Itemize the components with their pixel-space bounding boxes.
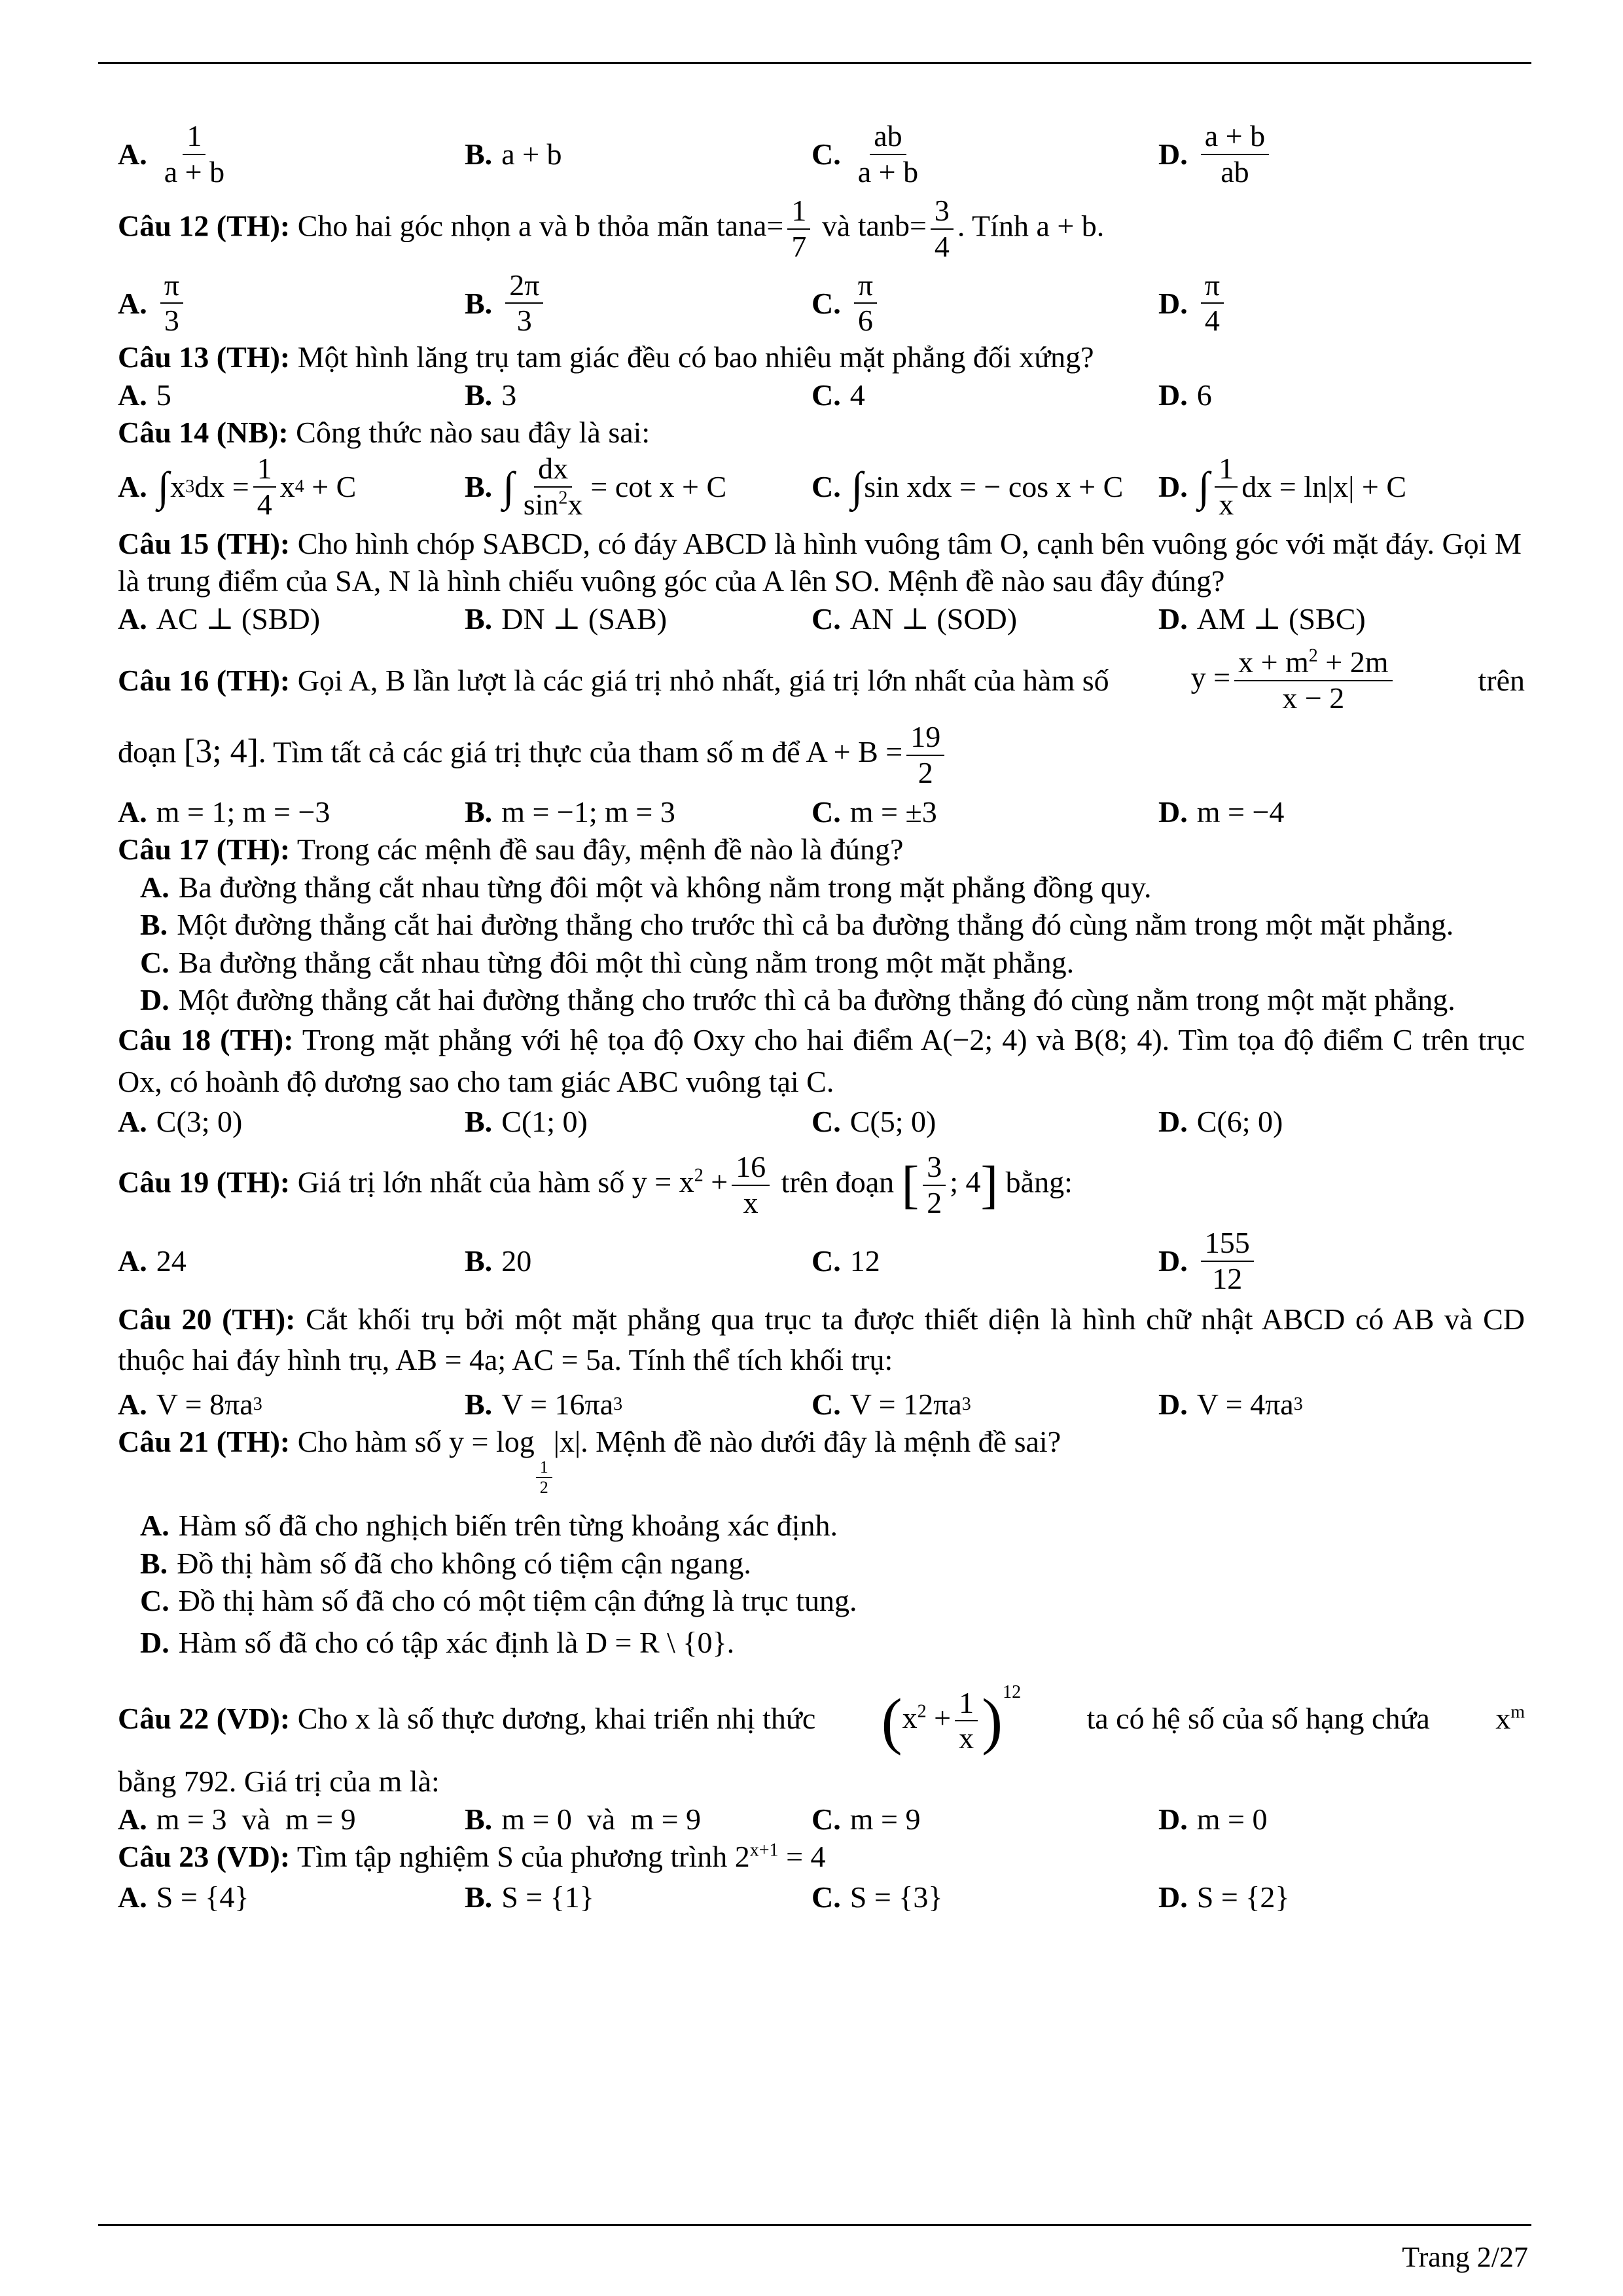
q20-a-label: A. xyxy=(118,1387,147,1421)
q16-d-label: D. xyxy=(1158,795,1188,829)
q12-head: Câu 12 (TH): xyxy=(118,209,291,243)
q20-text1: Cắt khối trụ bởi một mặt phẳng qua trục ta được thiết diện là hình chữ nhật ABCD có AB và CD thuộc hai đáy hình trụ, xyxy=(118,1302,1525,1376)
q20-b-label: B. xyxy=(465,1387,493,1421)
q20-exp: 3 xyxy=(613,1393,623,1414)
q12-d-label: D. xyxy=(1158,286,1188,320)
q17-a-label: A. xyxy=(140,870,169,904)
q14-options xyxy=(118,452,1525,522)
q21-base-num: 1 xyxy=(536,1458,552,1478)
q12-options xyxy=(118,268,1525,339)
q14-b-den-post: x xyxy=(567,487,583,521)
q12-d-num: π xyxy=(1201,268,1224,304)
q13-b: 3 xyxy=(501,378,517,412)
q20-text2: . Tính thể tích khối trụ: xyxy=(614,1342,893,1376)
q14-int: ∫ xyxy=(1198,463,1210,510)
question-13 xyxy=(118,338,1525,376)
q16-interval: [3; 4] xyxy=(183,732,259,770)
q23-d: S = {2} xyxy=(1196,1880,1290,1914)
q19-a-label: A. xyxy=(118,1244,147,1278)
q20-head: Câu 20 (TH): xyxy=(118,1302,296,1336)
q22-d-label: D. xyxy=(1158,1802,1188,1836)
q17-d: Một đường thẳng cắt hai đường thẳng cho trước thì cả ba đường thẳng đó cùng nằm trong một mặt phẳng. xyxy=(178,983,1455,1017)
q16-text2: trên xyxy=(1478,664,1525,698)
q21-base-den: 2 xyxy=(539,1478,548,1498)
q19-d-den: 12 xyxy=(1212,1261,1243,1295)
q21-option-c xyxy=(118,1582,1525,1620)
q19-head: Câu 19 (TH): xyxy=(118,1165,291,1199)
q21-d-label: D. xyxy=(140,1625,169,1659)
q20-exp: 3 xyxy=(961,1393,971,1414)
footer-rule xyxy=(98,2224,1531,2226)
q14-d-label: D. xyxy=(1158,469,1188,503)
q14-d-post: dx = ln|x| + C xyxy=(1241,469,1407,503)
q15-a-label: A. xyxy=(118,601,147,636)
q11-options-a-label: A. xyxy=(118,137,147,171)
q14-int: ∫ xyxy=(157,463,169,510)
q14-int: ∫ xyxy=(851,463,863,510)
q22-bin-den: x xyxy=(959,1721,974,1755)
q22-bin-exp: 2 xyxy=(917,1701,927,1722)
q21-y-pre: y = log xyxy=(449,1425,535,1459)
q21-a-label: A. xyxy=(140,1509,169,1542)
q21-y-post: |x| xyxy=(553,1425,581,1459)
q22-c-label: C. xyxy=(812,1802,841,1836)
q15-c: AN ⊥ (SOD) xyxy=(849,601,1018,636)
q22-b: m = 0 và m = 9 xyxy=(501,1802,702,1836)
q20-d: V = 4πa xyxy=(1196,1387,1294,1421)
q23-b: S = {1} xyxy=(501,1880,594,1914)
q16-cond-num: 19 xyxy=(906,720,944,756)
q13-c-label: C. xyxy=(812,378,841,412)
question-21 xyxy=(118,1423,1525,1498)
question-22: Câu 22 (VD): Cho x là số thực dương, khai triển nhị thức ($x^2$ + $\frac{1}{x}$ )$^{12}$ ta có hệ số của số hạng chứa $x^m$ xyxy=(118,1682,1525,1756)
question-12 xyxy=(118,194,1525,264)
q12-a-den: 3 xyxy=(164,304,179,338)
q18-text2: . Tìm tọa độ điểm C trên trục Ox, có hoành độ dương sao cho tam giác ABC vuông tại C. xyxy=(118,1022,1525,1099)
q19-text2: trên đoạn xyxy=(781,1165,895,1199)
q20-c-label: C. xyxy=(812,1387,841,1421)
question-22-line2 xyxy=(118,1763,1525,1801)
q16-f-num-exp: 2 xyxy=(1308,645,1318,666)
q18-c: C(5; 0) xyxy=(849,1105,936,1139)
q20-exp: 3 xyxy=(253,1393,262,1414)
q16-text1: Gọi A, B lần lượt là các giá trị nhỏ nhất, giá trị lớn nhất của hàm số xyxy=(297,664,1109,698)
q15-d: AM ⊥ (SBC) xyxy=(1196,601,1366,636)
q16-c: m = ±3 xyxy=(849,795,937,829)
q19-i-den: 2 xyxy=(927,1185,942,1219)
q22-m: m xyxy=(1510,1702,1525,1723)
q12-b-den: 3 xyxy=(516,304,532,338)
q19-text1: Giá trị lớn nhất của hàm số xyxy=(297,1165,625,1199)
q19-text3: bằng: xyxy=(1005,1165,1073,1199)
q11-options-c-num: ab xyxy=(870,119,906,155)
q20-cond: AB = 4a; AC = 5a xyxy=(395,1342,615,1376)
q16-cond-den: 2 xyxy=(918,755,933,789)
q18-and: và xyxy=(1036,1022,1065,1056)
q21-d-set: D = R \ {0} xyxy=(585,1625,727,1659)
q13-b-label: B. xyxy=(465,378,493,412)
q22-text1: Cho x là số thực dương, khai triển nhị thức xyxy=(297,1701,816,1735)
q17-option-a xyxy=(118,869,1525,906)
q15-a: AC ⊥ (SBD) xyxy=(156,601,321,636)
q20-a: V = 8πa xyxy=(156,1387,253,1421)
q23-a-label: A. xyxy=(118,1880,147,1914)
q22-bin-num: 1 xyxy=(955,1686,978,1722)
q13-a: 5 xyxy=(156,378,171,412)
q19-i-num: 3 xyxy=(923,1150,946,1186)
q12-b-label: B. xyxy=(465,286,493,320)
q14-c-label: C. xyxy=(812,469,841,503)
q11-d-frac xyxy=(1201,119,1269,190)
q16-d: m = −4 xyxy=(1196,795,1285,829)
q13-text: Một hình lăng trụ tam giác đều có bao nhiêu mặt phẳng đối xứng? xyxy=(297,340,1094,374)
q12-b-num: 2π xyxy=(505,268,543,304)
q11-options-c-den: a + b xyxy=(857,154,919,188)
q21-b-label: B. xyxy=(140,1546,168,1580)
q14-b-label: B. xyxy=(465,469,493,503)
q14-b-den-exp: 2 xyxy=(558,488,568,509)
q12-c-den: 6 xyxy=(857,304,873,338)
q11-options-a-num: 1 xyxy=(183,119,205,155)
q14-a-exp: 3 xyxy=(185,476,195,497)
q16-cond: A + B = xyxy=(806,735,903,769)
question-20 xyxy=(118,1299,1525,1380)
q22-head: Câu 22 (VD): xyxy=(118,1701,291,1735)
q14-a-den: 4 xyxy=(257,487,272,521)
q12-c-label: C. xyxy=(812,286,841,320)
exam-page xyxy=(118,111,1525,1916)
q18-a-label: A. xyxy=(118,1105,147,1139)
q12-c-num: π xyxy=(854,268,877,304)
page-number: Trang 2/27 xyxy=(1402,2241,1528,2273)
q22-power: 12 xyxy=(1003,1682,1022,1702)
question-14 xyxy=(118,414,1525,452)
q13-a-label: A. xyxy=(118,378,147,412)
q18-d-label: D. xyxy=(1158,1105,1188,1139)
q11-c-frac xyxy=(854,119,922,190)
q21-c: Đồ thị hàm số đã cho có một tiệm cận đứng là trục tung. xyxy=(178,1584,857,1617)
q22-text2: ta có hệ số của số hạng chứa xyxy=(1086,1701,1430,1735)
q23-eq-pre: 2 xyxy=(734,1840,750,1874)
q19-d-label: D. xyxy=(1158,1244,1188,1278)
q14-b-den-pre: sin xyxy=(523,487,559,521)
q22-text3: bằng 792. Giá trị của m là: xyxy=(118,1765,440,1799)
question-18 xyxy=(118,1019,1525,1103)
q14-a-label: A. xyxy=(118,469,147,503)
q12-d-den: 4 xyxy=(1204,304,1220,338)
q11-options-d-den: ab xyxy=(1221,154,1249,188)
q21-head: Câu 21 (TH): xyxy=(118,1425,291,1459)
q15-head: Câu 15 (TH): xyxy=(118,526,291,560)
question-15 xyxy=(118,525,1525,600)
q21-text1: Cho hàm số xyxy=(297,1425,442,1459)
q11-options-c-label: C. xyxy=(812,137,841,171)
q22-a: m = 3 và m = 9 xyxy=(156,1802,356,1836)
q18-b-label: B. xyxy=(465,1105,493,1139)
q17-a: Ba đường thẳng cắt nhau từng đôi một và không nằm trong mặt phẳng đồng quy. xyxy=(178,870,1152,904)
q19-y-plus: + xyxy=(711,1165,728,1199)
q22-options xyxy=(118,1801,1525,1839)
q17-option-b xyxy=(118,906,1525,944)
q22-b-label: B. xyxy=(465,1802,493,1836)
q21-a: Hàm số đã cho nghịch biến trên từng khoảng xác định. xyxy=(178,1509,838,1542)
q22-d: m = 0 xyxy=(1196,1802,1268,1836)
q13-d: 6 xyxy=(1196,378,1212,412)
q23-eq-post: = 4 xyxy=(786,1840,826,1874)
q11-options-b-label: B. xyxy=(465,137,493,171)
q19-options xyxy=(118,1226,1525,1297)
q17-head: Câu 17 (TH): xyxy=(118,833,291,867)
q16-a: m = 1; m = −3 xyxy=(156,795,330,829)
q21-b: Đồ thị hàm số đã cho không có tiệm cận ngang. xyxy=(177,1546,751,1580)
q22-a-label: A. xyxy=(118,1802,147,1836)
q17-c-label: C. xyxy=(140,945,169,979)
q13-c: 4 xyxy=(849,378,865,412)
q16-text4: . Tìm tất cả các giá trị thực của tham số m để xyxy=(259,735,800,769)
q23-b-label: B. xyxy=(465,1880,493,1914)
q16-text3: đoạn xyxy=(118,735,177,769)
q14-b-post: = cot x + C xyxy=(590,469,727,503)
q18-b: C(1; 0) xyxy=(501,1105,588,1139)
q17-b: Một đường thẳng cắt hai đường thẳng cho trước thì cả ba đường thẳng đó cùng nằm trong một mặt phẳng. xyxy=(177,908,1454,942)
q14-a-x: x xyxy=(279,469,295,503)
q12-a-label: A. xyxy=(118,286,147,320)
q17-b-label: B. xyxy=(140,908,168,942)
question-16-line2 xyxy=(118,720,1525,791)
q12-tana-den: 7 xyxy=(791,229,807,263)
q23-c: S = {3} xyxy=(849,1880,943,1914)
q23-options xyxy=(118,1878,1525,1916)
q15-text: Cho hình chóp SABCD, có đáy ABCD là hình vuông tâm O, cạnh bên vuông góc với mặt đáy. Gọi M là trung điểm của SA, N là hình chiếu vuông góc của A lên SO. Mệnh đề nào sau đây đúng? xyxy=(118,526,1522,598)
q16-head: Câu 16 (TH): xyxy=(118,664,291,698)
header-rule xyxy=(98,62,1531,64)
q11-options-d-num: a + b xyxy=(1201,119,1269,155)
q11-options-d-label: D. xyxy=(1158,137,1188,171)
q23-d-label: D. xyxy=(1158,1880,1188,1914)
q16-c-label: C. xyxy=(812,795,841,829)
q15-b-label: B. xyxy=(465,601,493,636)
q14-d-den: x xyxy=(1219,487,1234,521)
q21-d: Hàm số đã cho có tập xác định là xyxy=(178,1625,579,1659)
q11-options xyxy=(118,119,1525,190)
q16-f-num-pre: x + m xyxy=(1238,645,1309,679)
q17-c: Ba đường thẳng cắt nhau từng đôi một thì cùng nằm trong một mặt phẳng. xyxy=(178,945,1075,979)
q12-tana: tana= xyxy=(716,209,784,243)
q16-f-num-post: + 2m xyxy=(1325,645,1389,679)
q11-a-frac xyxy=(160,119,228,190)
q14-d-num: 1 xyxy=(1215,452,1238,488)
q18-pB: B(8; 4) xyxy=(1074,1022,1162,1056)
q16-b-label: B. xyxy=(465,795,493,829)
q21-option-d xyxy=(118,1624,1525,1662)
q17-option-c xyxy=(118,944,1525,982)
q15-b: DN ⊥ (SAB) xyxy=(501,601,668,636)
q14-a-post: + C xyxy=(312,469,357,503)
q11-options-a-den: a + b xyxy=(164,154,225,188)
q17-d-label: D. xyxy=(140,983,169,1017)
q12-tana-num: 1 xyxy=(787,194,810,230)
q23-eq-exp: x+1 xyxy=(749,1840,779,1861)
q13-head: Câu 13 (TH): xyxy=(118,340,291,374)
q14-int: ∫ xyxy=(503,463,514,510)
q16-f-den: x − 2 xyxy=(1282,681,1345,715)
q20-b: V = 16πa xyxy=(501,1387,614,1421)
q14-a-num: 1 xyxy=(253,452,276,488)
q19-y-exp: 2 xyxy=(694,1166,704,1187)
q19-a: 24 xyxy=(156,1244,187,1278)
q19-b-label: B. xyxy=(465,1244,493,1278)
q18-a: C(3; 0) xyxy=(156,1105,243,1139)
q15-c-label: C. xyxy=(812,601,841,636)
question-17 xyxy=(118,831,1525,869)
q19-c: 12 xyxy=(849,1244,880,1278)
q15-options xyxy=(118,600,1525,638)
q18-text1: Trong mặt phẳng với hệ tọa độ Oxy cho hai điểm xyxy=(302,1022,914,1056)
q16-options xyxy=(118,793,1525,831)
q11-options-b-text: a + b xyxy=(501,137,562,171)
q13-options xyxy=(118,376,1525,414)
q21-text2: . Mệnh đề nào dưới đây là mệnh đề sai? xyxy=(580,1425,1061,1459)
q23-a: S = {4} xyxy=(156,1880,249,1914)
q22-bin-pre: x xyxy=(902,1701,918,1734)
q14-a-exp2: 4 xyxy=(294,476,304,497)
q18-head: Câu 18 (TH): xyxy=(118,1022,294,1056)
q12-tanb: tanb= xyxy=(857,209,927,243)
q18-d: C(6; 0) xyxy=(1196,1105,1283,1139)
q21-option-a xyxy=(118,1507,1525,1545)
q18-c-label: C. xyxy=(812,1105,841,1139)
q22-c: m = 9 xyxy=(849,1802,921,1836)
q16-y-eq: y = xyxy=(1190,660,1231,694)
q20-exp: 3 xyxy=(1293,1393,1303,1414)
q14-a-pre: x xyxy=(170,469,186,503)
q19-y-pre: y = x xyxy=(632,1165,694,1199)
q21-c-label: C. xyxy=(140,1584,169,1617)
q19-b: 20 xyxy=(501,1244,532,1278)
q14-c-text: sin xdx = − cos x + C xyxy=(864,469,1124,503)
q21-d-end: . xyxy=(726,1625,735,1659)
q20-options xyxy=(118,1386,1525,1424)
q16-b: m = −1; m = 3 xyxy=(501,795,675,829)
q12-text2: . Tính a + b. xyxy=(957,209,1105,243)
q22-xm: x xyxy=(1495,1701,1511,1735)
q22-bin-plus: + xyxy=(934,1701,952,1734)
q18-pA: A(−2; 4) xyxy=(920,1022,1027,1056)
question-23 xyxy=(118,1838,1525,1876)
question-19: Câu 19 (TH): Giá trị lớn nhất của hàm số $y = x^2$ + $\frac{16}{x}$ trên đoạn [ $\frac{3}{2}$ ; 4] bằng: xyxy=(118,1149,1073,1219)
q12-tanb-den: 4 xyxy=(934,229,950,263)
q14-text: Công thức nào sau đây là sai: xyxy=(296,416,651,450)
q23-head: Câu 23 (VD): xyxy=(118,1840,291,1874)
q12-tanb-num: 3 xyxy=(931,194,954,230)
q20-d-label: D. xyxy=(1158,1387,1188,1421)
q13-d-label: D. xyxy=(1158,378,1188,412)
q21-option-b xyxy=(118,1545,1525,1583)
q18-options xyxy=(118,1103,1525,1141)
q17-option-d xyxy=(118,981,1525,1019)
q16-a-label: A. xyxy=(118,795,147,829)
q19-f-num: 16 xyxy=(732,1150,770,1186)
q19-d-num: 155 xyxy=(1201,1226,1254,1262)
q14-b-num: dx xyxy=(534,452,572,488)
q19-f-den: x xyxy=(743,1185,758,1219)
q12-text1: Cho hai góc nhọn a và b thỏa mãn xyxy=(297,209,709,243)
q17-text: Trong các mệnh đề sau đây, mệnh đề nào là đúng? xyxy=(296,833,904,867)
q12-a-num: π xyxy=(160,268,183,304)
q23-c-label: C. xyxy=(812,1880,841,1914)
q23-text1: Tìm tập nghiệm S của phương trình xyxy=(296,1840,728,1874)
q14-a-mid: dx = xyxy=(194,469,249,503)
q14-head: Câu 14 (NB): xyxy=(118,416,289,450)
q20-c: V = 12πa xyxy=(849,1387,962,1421)
q19-i-post: ; 4 xyxy=(950,1165,981,1199)
q19-c-label: C. xyxy=(812,1244,841,1278)
q15-d-label: D. xyxy=(1158,601,1188,636)
question-16 xyxy=(118,645,1525,716)
q12-and: và xyxy=(821,209,851,243)
